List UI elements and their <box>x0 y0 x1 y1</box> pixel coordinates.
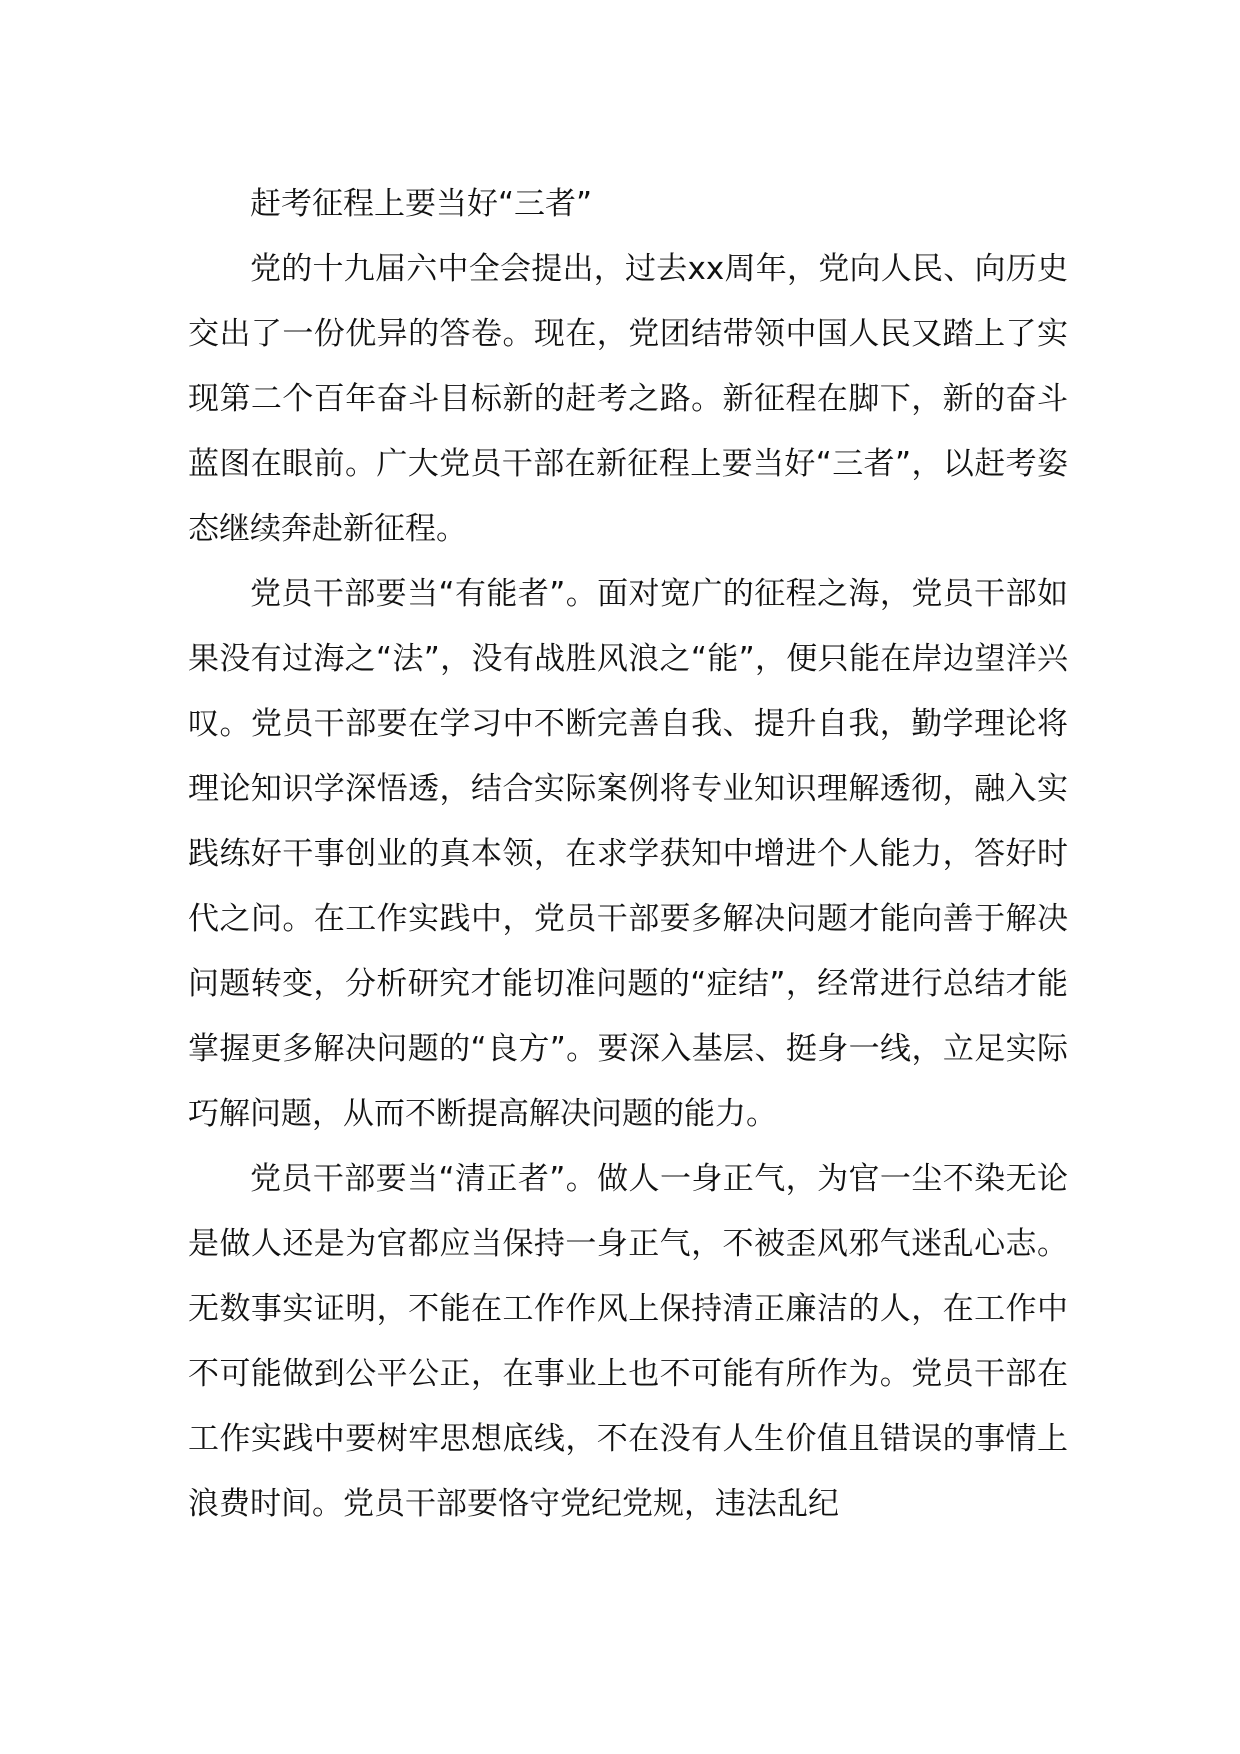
document-title: 赶考征程上要当好“三者” <box>250 186 593 222</box>
paragraph-upright: 党员干部要当“清正者”。做人一身正气，为官一尘不染无论是做人还是为官都应当保持一身正气，不被歪风邪气迷乱心志。无数事实证明，不能在工作作风上保持清正廉洁的人，在工作中不可能做到公平公正，在事业上也不可能有所作为。党员干部在工作实践中要树牢思想底线，不在没有人生价值且错误的事情上浪费时间。党员干部要恪守党纪党规，违法乱纪 <box>188 1161 1068 1522</box>
paragraph-capable: 党员干部要当“有能者”。面对宽广的征程之海，党员干部如果没有过海之“法”，没有战胜风浪之“能”，便只能在岸边望洋兴叹。党员干部要在学习中不断完善自我、提升自我，勤学理论将理论知识学深悟透，结合实际案例将专业知识理解透彻，融入实践练好干事创业的真本领，在求学获知中增进个人能力，答好时代之问。在工作实践中，党员干部要多解决问题才能向善于解决问题转变，分析研究才能切准问题的“症结”，经常进行总结才能掌握更多解决问题的“良方”。要深入基层、挺身一线，立足实际巧解问题，从而不断提高解决问题的能力。 <box>188 576 1068 1132</box>
paragraph-intro: 党的十九届六中全会提出，过去xx周年，党向人民、向历史交出了一份优异的答卷。现在，党团结带领中国人民又踏上了实现第二个百年奋斗目标新的赶考之路。新征程在脚下，新的奋斗蓝图在眼前。广大党员干部在新征程上要当好“三者”，以赶考姿态继续奔赴新征程。 <box>188 251 1068 547</box>
document-body <box>188 172 1068 1537</box>
